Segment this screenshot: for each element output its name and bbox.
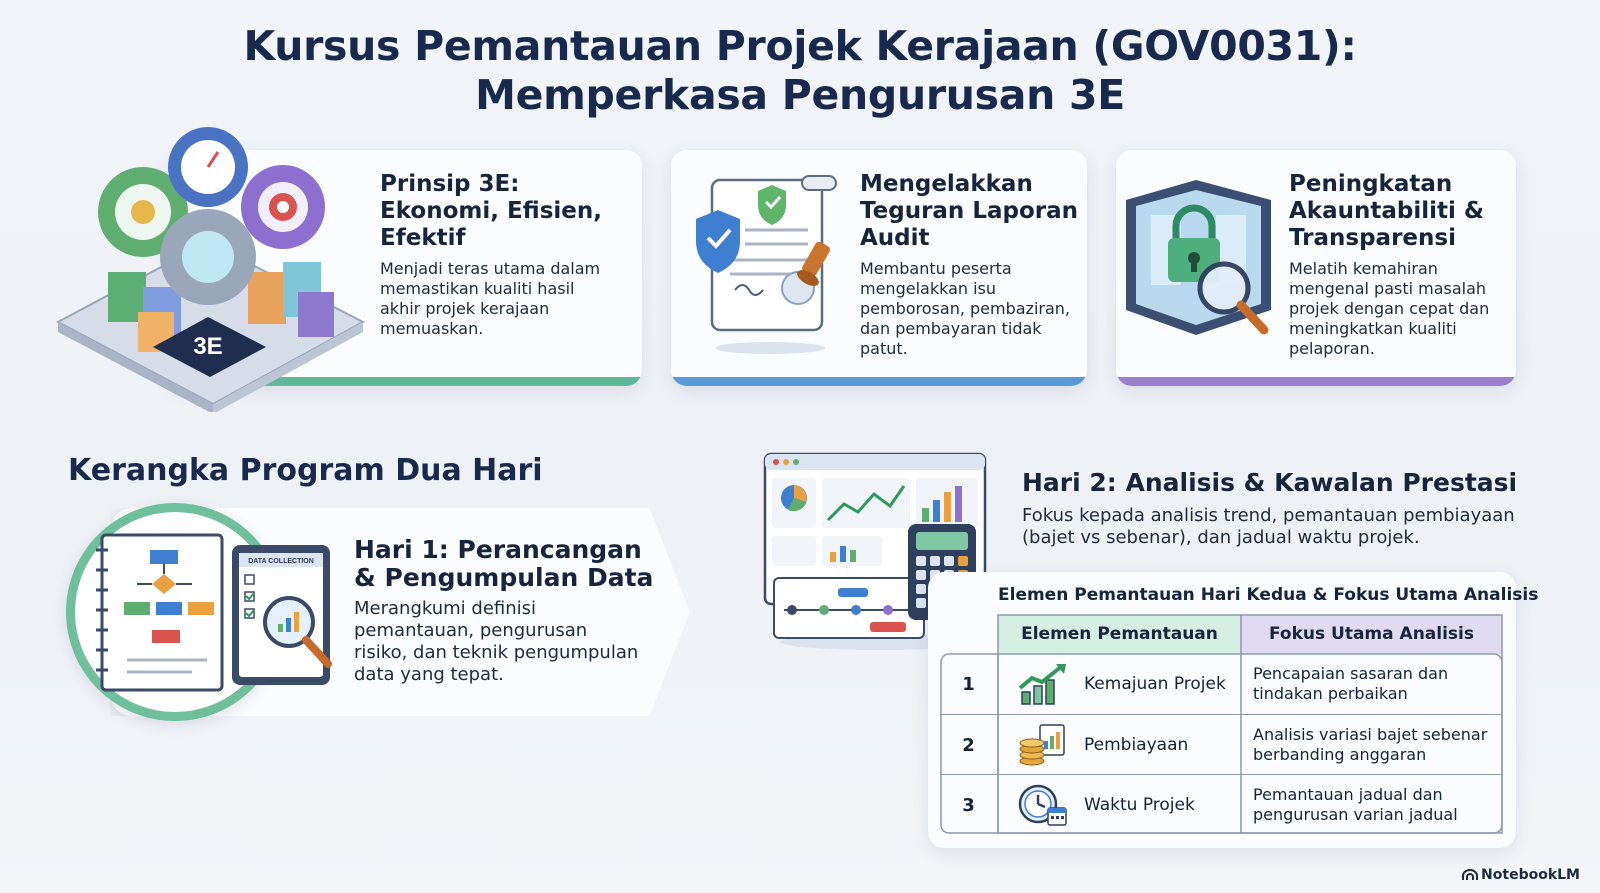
gears-3e-icon [48,122,368,412]
lock-magnifier-icon [1106,170,1286,350]
row-focus: Pemantauan jadual dan pengurusan varian jadual [1253,785,1458,824]
row-number: 1 [962,673,975,695]
card-desc: Menjadi teras utama dalam memastikan kualiti hasil akhir projek kerajaan memuaskan. [380,259,601,338]
flowchart-tablet-icon [92,530,342,695]
table-row [940,654,1503,714]
badge-3e: 3E [193,333,223,360]
card-desc: Melatih kemahiran mengenal pasti masalah projek dengan cepat dan meningkatkan kualiti pelaporan. [1289,259,1490,358]
day1-title: Hari 1: Perancangan & Pengumpulan Data [354,535,654,592]
card-title: Peningkatan Akauntabiliti & Transparensi [1289,171,1484,251]
header-elemen: Elemen Pemantauan [1021,624,1218,644]
row-focus: Analisis variasi bajet sebenar berbanding anggaran [1253,725,1488,764]
notebooklm-watermark: NotebookLM [1462,867,1580,885]
page-title: Kursus Pemantauan Projek Kerajaan (GOV0031): Memperkasa Pengurusan 3E [243,22,1357,119]
card-accent-bar [1116,377,1516,386]
table-caption: Elemen Pemantauan Hari Kedua & Fokus Utama Analisis [998,585,1539,605]
growth-chart-icon [1018,662,1068,711]
card-title: Prinsip 3E: Ekonomi, Efisien, Efektif [380,171,603,251]
table-row [940,714,1503,774]
row-element [998,775,1241,835]
day2-title: Hari 2: Analisis & Kawalan Prestasi [1022,468,1518,497]
row-element [998,654,1241,714]
tablet-label: DATA COLLECTION [248,558,314,565]
monitoring-table [940,614,1503,834]
section-heading: Kerangka Program Dua Hari [68,453,543,488]
row-element [998,715,1241,775]
coins-report-icon [1018,723,1068,772]
row-number: 3 [962,794,975,816]
row-focus: Pencapaian sasaran dan tindakan perbaikan [1253,664,1449,703]
clock-calendar-icon [1018,782,1068,833]
element-label: Kemajuan Projek [1084,674,1226,694]
header-fokus: Fokus Utama Analisis [1268,624,1474,644]
element-label: Waktu Projek [1084,795,1195,815]
day1-desc: Merangkumi definisi pemantauan, pengurusan risiko, dan teknik pengumpulan data yang tepat. [354,598,639,685]
card-desc: Membantu peserta mengelakkan isu pemborosan, pembaziran, dan pembayaran tidak patut. [860,259,1070,358]
card-accent-bar [671,377,1087,386]
notebooklm-logo-icon [1462,869,1478,885]
audit-document-shield-icon [690,170,850,360]
table-row [940,774,1503,834]
card-title: Mengelakkan Teguran Laporan Audit [860,171,1078,251]
row-number: 2 [962,734,975,756]
day2-desc: Fokus kepada analisis trend, pemantauan pembiayaan (bajet vs sebenar), dan jadual waktu projek. [1022,505,1515,548]
element-label: Pembiayaan [1084,735,1189,755]
